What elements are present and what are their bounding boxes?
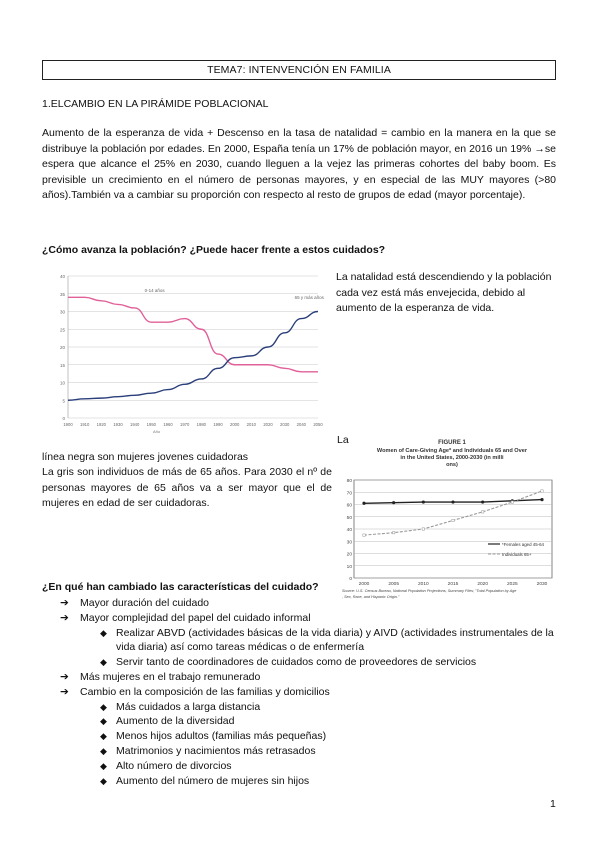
list-item-text: Más mujeres en el trabajo remunerado — [80, 670, 261, 683]
list-item — [0, 729, 556, 744]
y-tick-label: 10 — [59, 380, 65, 386]
y-tick-label: 0 — [349, 577, 352, 582]
x-tick-label: 2010 — [246, 422, 256, 427]
x-tick-label: 1990 — [213, 422, 223, 427]
care-changes-list — [0, 596, 600, 788]
x-tick-label: 2030 — [536, 582, 548, 587]
y-tick-label: 10 — [346, 564, 352, 570]
data-point — [451, 500, 454, 503]
x-tick-label: 1900 — [63, 422, 73, 427]
list-item — [0, 744, 556, 759]
y-tick-label: 60 — [346, 503, 352, 509]
x-tick-label: 2005 — [388, 582, 400, 587]
diamond-bullet-icon: ◆ — [100, 760, 107, 771]
data-point — [481, 511, 483, 513]
x-tick-label: 2050 — [313, 422, 323, 427]
diamond-bullet-icon: ◆ — [100, 775, 107, 786]
diamond-bullet-icon: ◆ — [100, 745, 107, 756]
list-item-text: Cambio en la composición de las familias y domicilios — [80, 685, 330, 698]
diamond-bullet-icon: ◆ — [100, 627, 107, 638]
annotation-label: 65 y más años — [294, 295, 324, 301]
x-tick-label: 1970 — [180, 422, 190, 427]
diamond-bullet-icon: ◆ — [100, 716, 107, 727]
legend-label: *Females aged 45-64 — [502, 542, 544, 547]
x-tick-label: 2000 — [358, 582, 370, 587]
x-axis-label: Año — [153, 429, 161, 434]
page-number: 1 — [550, 798, 556, 810]
figure-title: FIGURE 1 — [438, 440, 466, 446]
list-item-text: Alto número de divorcios — [116, 759, 232, 772]
y-tick-label: 5 — [62, 398, 65, 404]
diamond-bullet-icon: ◆ — [100, 701, 107, 712]
y-tick-label: 15 — [59, 362, 65, 368]
black-line-explanation: línea negra son mujeres jovenes cuidadoras — [42, 451, 249, 463]
list-item-text: Aumento de la diversidad — [116, 715, 235, 728]
figure-source-line: , Sex, Race, and Hispanic Origin." — [342, 595, 400, 599]
data-point — [422, 528, 424, 530]
data-point — [511, 501, 513, 503]
data-point — [452, 519, 454, 521]
list-item — [0, 655, 556, 670]
list-item-text: Realizar ABVD (actividades básicas de la vida diaria) y AIVD (actividades instrumentales de la vida diaria) así como tareas médicas o de enfermería — [116, 626, 554, 654]
y-tick-label: 80 — [346, 479, 352, 484]
x-tick-label: 1910 — [80, 422, 90, 427]
data-point — [541, 490, 543, 492]
x-tick-label: 1920 — [96, 422, 106, 427]
y-tick-label: 40 — [59, 274, 65, 279]
data-point — [422, 500, 425, 503]
figure-source-line: Source: U.S. Census Bureau, National Population Projections, Summary Files; "Total Population by Age — [342, 589, 517, 593]
y-tick-label: 30 — [346, 540, 352, 546]
arrow-bullet-icon: ➔ — [60, 611, 69, 624]
arrow-bullet-icon: ➔ — [60, 670, 69, 683]
x-tick-label: 2000 — [230, 422, 240, 427]
list-item — [0, 670, 600, 685]
data-point — [392, 501, 395, 504]
list-item — [0, 685, 600, 700]
data-point — [540, 498, 543, 501]
list-item-text: Servir tanto de coordinadores de cuidados como de proveedores de servicios — [116, 656, 477, 669]
list-item — [0, 714, 556, 729]
list-item — [0, 626, 556, 656]
x-tick-label: 1960 — [163, 422, 173, 427]
series-line — [364, 491, 542, 535]
figure-subtitle-line: in the United States, 2000-2030 (in milli — [400, 455, 504, 461]
data-point — [392, 531, 394, 533]
population-line-chart — [58, 268, 326, 436]
x-tick-label: 1940 — [130, 422, 140, 427]
x-tick-label: 1980 — [196, 422, 206, 427]
x-tick-label: 2020 — [477, 582, 489, 587]
document-title: TEMA7: INTENVENCIÓN EN FAMILIA — [42, 60, 556, 80]
x-tick-label: 2015 — [447, 582, 459, 587]
la-word: La — [337, 434, 349, 446]
x-tick-label: 2030 — [280, 422, 290, 427]
section-heading: 1.ELCAMBIO EN LA PIRÁMIDE POBLACIONAL — [42, 98, 269, 110]
x-tick-label: 2020 — [263, 422, 273, 427]
y-tick-label: 20 — [59, 345, 65, 350]
figure-subtitle-line: ons) — [446, 462, 458, 468]
list-item — [0, 774, 556, 789]
list-item-text: Mayor complejidad del papel del cuidado informal — [80, 611, 311, 624]
y-tick-label: 35 — [59, 291, 65, 297]
x-tick-label: 1930 — [113, 422, 123, 427]
question-heading-1: ¿Cómo avanza la población? ¿Puede hacer frente a estos cuidados? — [42, 244, 386, 256]
data-point — [363, 534, 365, 536]
y-tick-label: 30 — [59, 309, 65, 315]
grey-line-explanation: La gris son individuos de más de 65 años. Para 2030 el nº de personas mayores de 65 años va a ser mayor que el de mujeres en edad de ser cuidadoras. — [42, 466, 332, 509]
list-item-text: Mayor duración del cuidado — [80, 597, 209, 609]
list-item — [0, 596, 600, 611]
chart-explanation: La natalidad está descendiendo y la población cada vez está más envejecida, debido al aumento de la esperanza de vida. — [336, 271, 552, 314]
list-item-text: Más cuidados a larga distancia — [116, 700, 261, 713]
legend-label: Individuals 65+ — [502, 552, 532, 557]
data-point — [481, 500, 484, 503]
y-tick-label: 50 — [346, 515, 352, 521]
y-tick-label: 25 — [59, 327, 65, 333]
diamond-bullet-icon: ◆ — [100, 731, 107, 742]
x-tick-label: 2040 — [296, 422, 306, 427]
x-tick-label: 1950 — [146, 422, 156, 427]
list-item — [0, 611, 600, 626]
list-item-text: Menos hijos adultos (familias más pequeñas) — [116, 730, 327, 743]
y-tick-label: 40 — [346, 528, 352, 533]
arrow-bullet-icon: ➔ — [60, 685, 69, 698]
figure-subtitle-line: Women of Care-Giving Age* and Individuals 65 and Over — [376, 448, 528, 454]
list-item-text: Aumento del número de mujeres sin hijos — [116, 774, 310, 787]
list-item-text: Matrimonios y nacimientos más retrasados — [116, 744, 316, 757]
y-tick-label: 20 — [346, 552, 352, 558]
y-tick-label: 0 — [62, 416, 65, 421]
diamond-bullet-icon: ◆ — [100, 657, 107, 668]
x-tick-label: 2025 — [506, 582, 518, 587]
question-heading-2: ¿En qué han cambiado las características del cuidado? — [42, 581, 319, 593]
intro-paragraph: Aumento de la esperanza de vida + Descenso en la tasa de natalidad = cambio en la manera en la que se distribuye la población por edades. En 2000, España tenía un 17% de población mayor, en 2016 un 19% →se espera que alcance el 25% en 2030, cuando lleguen a la vejez las primeras cohortes del baby boom. Es previsible un crecimiento en el número de personas mayores, y en especial de las MUY mayores (>80 años).También va a cambiar su proporción con respecto al resto de grupos de edad (mayor porcentaje). — [42, 127, 556, 201]
y-tick-label: 70 — [346, 491, 352, 497]
annotation-label: 0-14 años — [144, 287, 165, 293]
arrow-bullet-icon: ➔ — [60, 597, 69, 609]
data-point — [362, 502, 365, 505]
list-item — [0, 700, 556, 715]
us-caregiving-figure — [340, 436, 558, 604]
x-tick-label: 2010 — [417, 582, 429, 587]
list-item — [0, 759, 556, 774]
